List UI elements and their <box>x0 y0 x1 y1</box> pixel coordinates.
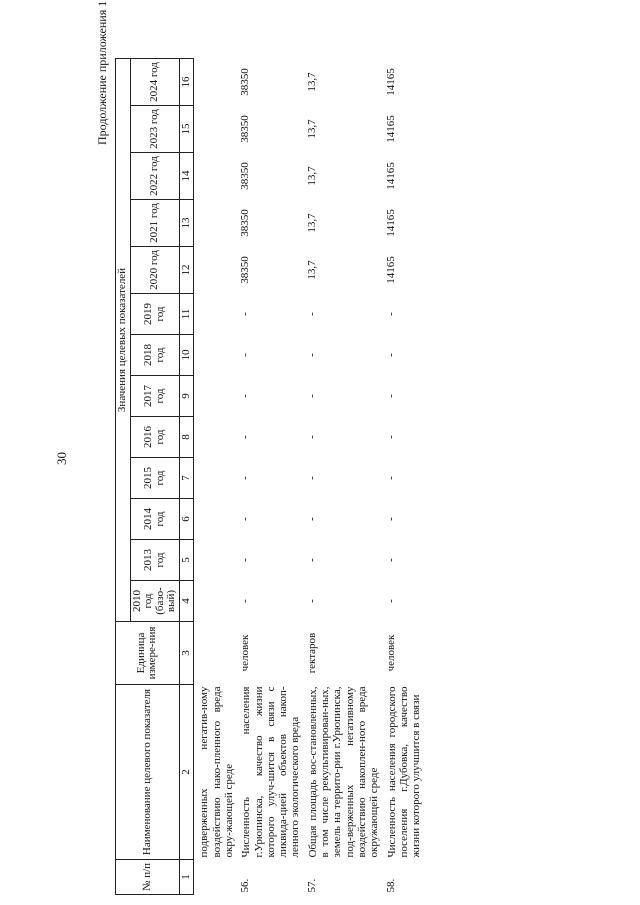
row-value <box>194 581 236 622</box>
row-unit <box>194 622 236 685</box>
row-value: 14165 <box>384 68 397 96</box>
row-value: 14165 <box>384 256 397 284</box>
col-number: 5 <box>179 540 194 581</box>
col-number: 14 <box>179 153 194 200</box>
row-name: подверженных негатив-ному воздействию нако-пленного вреда окру-жающей среде <box>198 686 235 858</box>
col-number: 13 <box>179 200 194 247</box>
year-header: 2016 год <box>130 417 179 458</box>
row-value: - <box>239 353 252 357</box>
row-value: 38350 <box>239 115 252 143</box>
row-value: 14165 <box>384 162 397 190</box>
header-unit: Единица измере-ния <box>116 622 180 685</box>
row-value: 13,7 <box>305 119 318 139</box>
row-value: - <box>384 558 397 562</box>
year-header: 2024 год <box>130 59 179 106</box>
row-value: 38350 <box>239 68 252 96</box>
year-header: 2010 год (базо-вый) <box>130 581 179 622</box>
row-value <box>194 200 236 247</box>
row-value: - <box>239 476 252 480</box>
col-number: 16 <box>179 59 194 106</box>
row-value: - <box>384 435 397 439</box>
row-value: 38350 <box>239 209 252 237</box>
col-number: 6 <box>179 499 194 540</box>
header-name: Наименование целевого показателя <box>116 685 180 860</box>
row-value <box>194 376 236 417</box>
row-value: - <box>239 517 252 521</box>
row-num: 58. <box>384 878 397 893</box>
row-value: - <box>305 435 318 439</box>
row-value: - <box>384 599 397 603</box>
row-value <box>194 540 236 581</box>
row-value: 13,7 <box>305 213 318 233</box>
table-row <box>303 59 382 895</box>
header-row-1 <box>116 59 131 895</box>
year-header: 2015 год <box>130 458 179 499</box>
column-number-row <box>179 59 194 895</box>
row-value: - <box>305 312 318 316</box>
row-unit: человек <box>239 634 252 672</box>
indicators-table <box>115 58 424 895</box>
row-value <box>194 499 236 540</box>
row-value: 13,7 <box>305 166 318 186</box>
row-num: 57. <box>305 878 318 893</box>
col-number: 12 <box>179 247 194 294</box>
row-value: 14165 <box>384 115 397 143</box>
table-row <box>236 59 303 895</box>
header-values-group: Значения целевых показателей <box>116 59 131 622</box>
row-unit: гектаров <box>305 632 318 674</box>
year-header: 2017 год <box>130 376 179 417</box>
year-header: 2014 год <box>130 499 179 540</box>
row-value: - <box>384 394 397 398</box>
col-number: 1 <box>179 860 194 895</box>
page-number: 30 <box>54 452 69 465</box>
table-row <box>194 59 236 895</box>
row-value <box>194 458 236 499</box>
year-header: 2020 год <box>130 247 179 294</box>
year-header: 2023 год <box>130 106 179 153</box>
year-header: 2021 год <box>130 200 179 247</box>
row-name: Численность населения г.Урюпинска, качество жизни которого улуч-шится в связи с ликвида-цией объектов накоп-ленного экологического вреда <box>240 686 302 858</box>
year-header: 2018 год <box>130 335 179 376</box>
row-value: - <box>305 599 318 603</box>
col-number: 11 <box>179 294 194 335</box>
row-value: - <box>305 517 318 521</box>
row-value: - <box>239 435 252 439</box>
col-number: 3 <box>179 622 194 685</box>
row-num <box>194 860 236 895</box>
row-unit: человек <box>384 634 397 672</box>
row-value: - <box>384 312 397 316</box>
table-row <box>382 59 424 895</box>
row-value: - <box>305 476 318 480</box>
row-value: 13,7 <box>305 260 318 280</box>
row-value: - <box>305 394 318 398</box>
col-number: 9 <box>179 376 194 417</box>
row-value: - <box>239 558 252 562</box>
row-num: 56. <box>239 878 252 893</box>
row-value: 38350 <box>239 256 252 284</box>
year-header: 2019 год <box>130 294 179 335</box>
row-value: - <box>305 558 318 562</box>
row-value: - <box>384 353 397 357</box>
row-value: - <box>239 394 252 398</box>
row-name: Численность населения городского поселения г.Дубовка, качество жизни которого улучшится в связи <box>385 686 423 858</box>
continuation-label: Продолжение приложения 1 <box>95 0 109 145</box>
row-value <box>194 294 236 335</box>
row-value <box>194 153 236 200</box>
row-value <box>194 335 236 376</box>
col-number: 7 <box>179 458 194 499</box>
row-value <box>194 59 236 106</box>
row-value: 38350 <box>239 162 252 190</box>
row-value: - <box>384 517 397 521</box>
row-value: 14165 <box>384 209 397 237</box>
row-value: 13,7 <box>305 72 318 92</box>
row-value <box>194 106 236 153</box>
col-number: 4 <box>179 581 194 622</box>
row-value: - <box>305 353 318 357</box>
row-value <box>194 417 236 458</box>
col-number: 8 <box>179 417 194 458</box>
row-value: - <box>384 476 397 480</box>
year-header: 2022 год <box>130 153 179 200</box>
col-number: 15 <box>179 106 194 153</box>
row-value <box>194 247 236 294</box>
row-value: - <box>239 599 252 603</box>
col-number: 2 <box>179 685 194 860</box>
year-header: 2013 год <box>130 540 179 581</box>
col-number: 10 <box>179 335 194 376</box>
row-name: Общая площадь вос-становленных, в том числе рекультивирован-ных, земель на террито-рии г.Урюпинска, под-верженных негативному воздействию накоплен-ного вреда окружающей среде <box>306 686 381 858</box>
row-value: - <box>239 312 252 316</box>
header-num: № п/п <box>116 860 180 895</box>
